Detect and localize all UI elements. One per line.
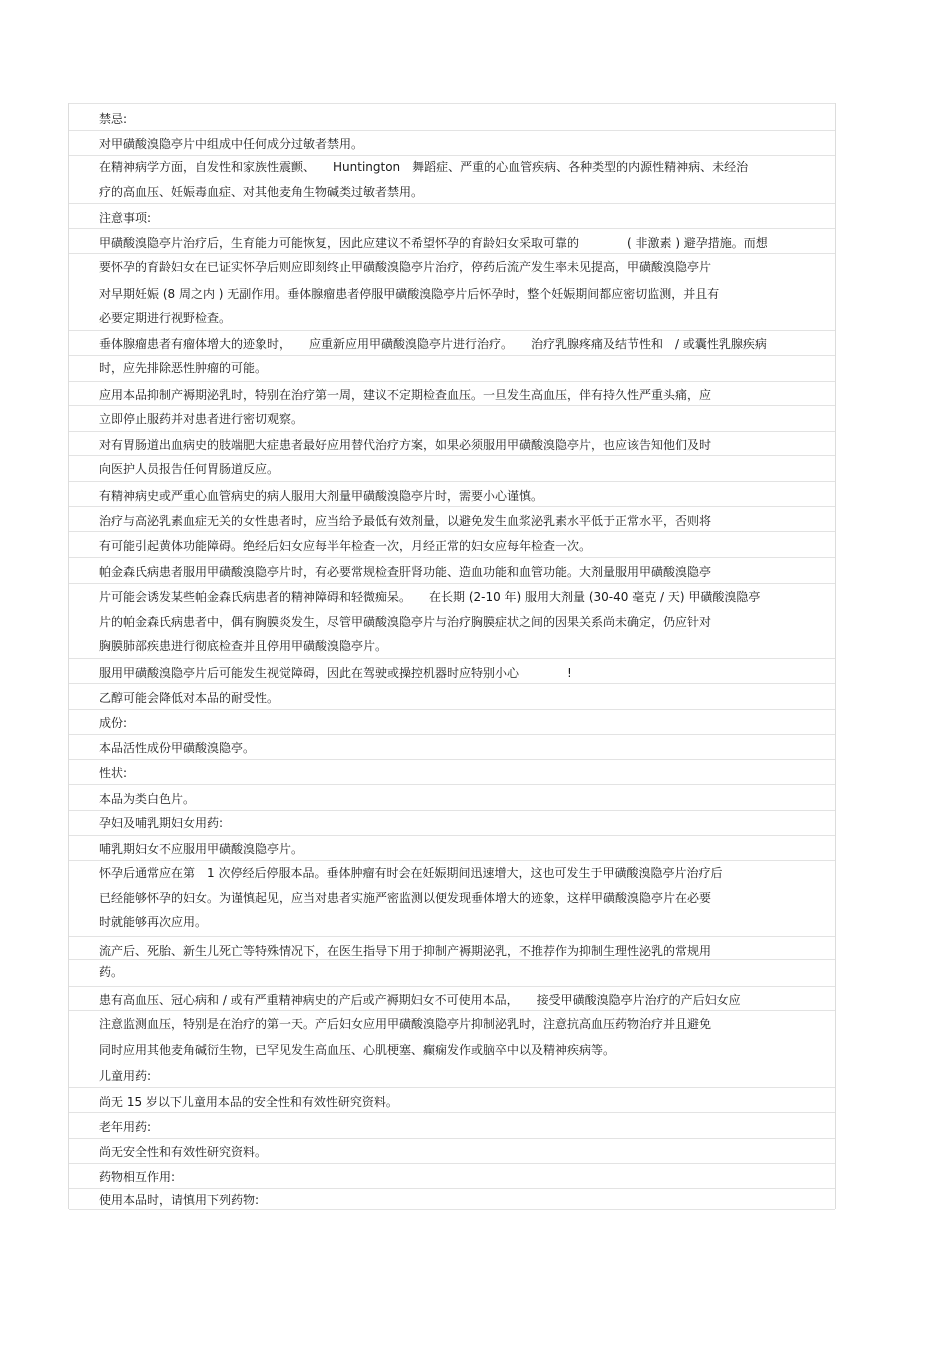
row-divider xyxy=(69,381,835,382)
text-line: 同时应用其他麦角碱衍生物，已罕见发生高血压、心肌梗塞、癫痫发作或脑卒中以及精神疾病等。 xyxy=(99,1043,616,1057)
row-divider xyxy=(69,583,835,584)
row-divider xyxy=(69,1188,835,1189)
text-line: 应用本品抑制产褥期泌乳时，特别在治疗第一周，建议不定期检查血压。一旦发生高血压，伴有持久性严重头痛，应 xyxy=(99,388,712,402)
text-line: 哺乳期妇女不应服用甲磺酸溴隐亭片。 xyxy=(99,842,304,856)
row-divider xyxy=(69,431,835,432)
row-divider xyxy=(69,506,835,507)
text-line: 时就能够再次应用。 xyxy=(99,915,208,929)
row-divider xyxy=(69,155,835,156)
text-line: 成份: xyxy=(99,716,128,730)
row-divider xyxy=(69,228,835,229)
text-line: 必要定期进行视野检查。 xyxy=(99,311,232,325)
row-divider xyxy=(69,936,835,937)
text-line: 孕妇及哺乳期妇女用药: xyxy=(99,816,224,830)
text-line: 本品为类白色片。 xyxy=(99,792,196,806)
row-divider xyxy=(69,130,835,131)
text-line: 注意监测血压，特别是在治疗的第一天。产后妇女应用甲磺酸溴隐亭片抑制泌乳时，注意抗高血压药物治疗并且避免 xyxy=(99,1017,712,1031)
row-divider xyxy=(69,330,835,331)
text-line: 尚无安全性和有效性研究资料。 xyxy=(99,1145,268,1159)
text-line: 使用本品时，请慎用下列药物: xyxy=(99,1193,260,1207)
text-line: 乙醇可能会降低对本品的耐受性。 xyxy=(99,691,280,705)
text-line: 片可能会诱发某些帕金森氏病患者的精神障碍和轻微痴呆。 在长期 (2-10 年) 服用大剂量 (30-40 毫克 / 天) 甲磺酸溴隐亭 xyxy=(99,590,761,604)
text-line: 禁忌: xyxy=(99,112,128,126)
text-line: 时，应先排除恶性肿瘤的可能。 xyxy=(99,361,268,375)
row-divider xyxy=(69,759,835,760)
row-divider xyxy=(69,1112,835,1113)
text-line: 药物相互作用: xyxy=(99,1170,176,1184)
text-line: 尚无 15 岁以下儿童用本品的安全性和有效性研究资料。 xyxy=(99,1095,398,1109)
row-divider xyxy=(69,1138,835,1139)
text-line: 甲磺酸溴隐亭片治疗后，生育能力可能恢复，因此应建议不希望怀孕的育龄妇女采取可靠的 ( 非激素 ) 避孕措施。而想 xyxy=(99,236,768,250)
text-line: 要怀孕的育龄妇女在已证实怀孕后则应即刻终止甲磺酸溴隐亭片治疗，停药后流产发生率未见提高，甲磺酸溴隐亭片 xyxy=(99,260,712,274)
text-line: 治疗与高泌乳素血症无关的女性患者时，应当给予最低有效剂量，以避免发生血浆泌乳素水平低于正常水平，否则将 xyxy=(99,514,712,528)
row-divider xyxy=(69,1087,835,1088)
text-line: 怀孕后通常应在第 1 次停经后停服本品。垂体肿瘤有时会在妊娠期间迅速增大，这也可发生于甲磺酸溴隐亭片治疗后 xyxy=(99,866,723,880)
document-body xyxy=(68,103,836,1209)
text-line: 对有胃肠道出血病史的肢端肥大症患者最好应用替代治疗方案，如果必须服用甲磺酸溴隐亭片，也应该告知他们及时 xyxy=(99,438,712,452)
text-line: 对早期妊娠 (8 周之内 ) 无副作用。垂体腺瘤患者停服甲磺酸溴隐亭片后怀孕时，整个妊娠期间都应密切监测，并且有 xyxy=(99,287,720,301)
text-line: 有可能引起黄体功能障碍。绝经后妇女应每半年检查一次，月经正常的妇女应每年检查一次。 xyxy=(99,539,592,553)
row-divider xyxy=(69,658,835,659)
row-divider xyxy=(69,355,835,356)
text-line: 胸膜肺部疾患进行彻底检查并且停用甲磺酸溴隐亭片。 xyxy=(99,639,388,653)
row-divider xyxy=(69,1010,835,1011)
row-divider xyxy=(69,203,835,204)
row-divider xyxy=(69,709,835,710)
row-divider xyxy=(69,455,835,456)
text-line: 注意事项: xyxy=(99,211,152,225)
row-divider xyxy=(69,860,835,861)
row-divider xyxy=(69,959,835,960)
text-line: 帕金森氏病患者服用甲磺酸溴隐亭片时，有必要常规检查肝肾功能、造血功能和血管功能。大剂量服用甲磺酸溴隐亭 xyxy=(99,565,712,579)
row-divider xyxy=(69,734,835,735)
text-line: 老年用药: xyxy=(99,1120,152,1134)
row-divider xyxy=(69,683,835,684)
text-line: 服用甲磺酸溴隐亭片后可能发生视觉障碍，因此在驾驶或操控机器时应特别小心 ! xyxy=(99,666,572,680)
row-divider xyxy=(69,557,835,558)
text-line: 患有高血压、冠心病和 / 或有严重精神病史的产后或产褥期妇女不可使用本品， 接受甲磺酸溴隐亭片治疗的产后妇女应 xyxy=(99,993,741,1007)
text-line: 药。 xyxy=(99,965,124,979)
text-line: 立即停止服药并对患者进行密切观察。 xyxy=(99,412,304,426)
text-line: 有精神病史或严重心血管病史的病人服用大剂量甲磺酸溴隐亭片时，需要小心谨慎。 xyxy=(99,489,544,503)
text-line: 性状: xyxy=(99,766,128,780)
row-divider xyxy=(69,1209,835,1210)
row-divider xyxy=(69,405,835,406)
text-line: 儿童用药: xyxy=(99,1069,152,1083)
text-line: 向医护人员报告任何胃肠道反应。 xyxy=(99,462,280,476)
text-line: 本品活性成份甲磺酸溴隐亭。 xyxy=(99,741,256,755)
text-line: 片的帕金森氏病患者中，偶有胸膜炎发生，尽管甲磺酸溴隐亭片与治疗胸膜症状之间的因果关系尚未确定，仍应针对 xyxy=(99,615,712,629)
row-divider xyxy=(69,784,835,785)
text-line: 垂体腺瘤患者有瘤体增大的迹象时， 应重新应用甲磺酸溴隐亭片进行治疗。 治疗乳腺疼痛及结节性和 / 或囊性乳腺疾病 xyxy=(99,337,767,351)
row-divider xyxy=(69,253,835,254)
text-line: 对甲磺酸溴隐亭片中组成中任何成分过敏者禁用。 xyxy=(99,137,364,151)
text-line: 已经能够怀孕的妇女。为谨慎起见，应当对患者实施严密监测以便发现垂体增大的迹象，这样甲磺酸溴隐亭片在必要 xyxy=(99,891,712,905)
row-divider xyxy=(69,103,835,104)
row-divider xyxy=(69,835,835,836)
text-line: 疗的高血压、妊娠毒血症、对其他麦角生物碱类过敏者禁用。 xyxy=(99,185,424,199)
row-divider xyxy=(69,1163,835,1164)
row-divider xyxy=(69,531,835,532)
text-line: 在精神病学方面，自发性和家族性震颤、 Huntington 舞蹈症、严重的心血管疾病、各种类型的内源性精神病、未经治 xyxy=(99,160,749,174)
text-line: 流产后、死胎、新生儿死亡等特殊情况下，在医生指导下用于抑制产褥期泌乳，不推荐作为抑制生理性泌乳的常规用 xyxy=(99,944,712,958)
row-divider xyxy=(69,810,835,811)
row-divider xyxy=(69,986,835,987)
row-divider xyxy=(69,481,835,482)
